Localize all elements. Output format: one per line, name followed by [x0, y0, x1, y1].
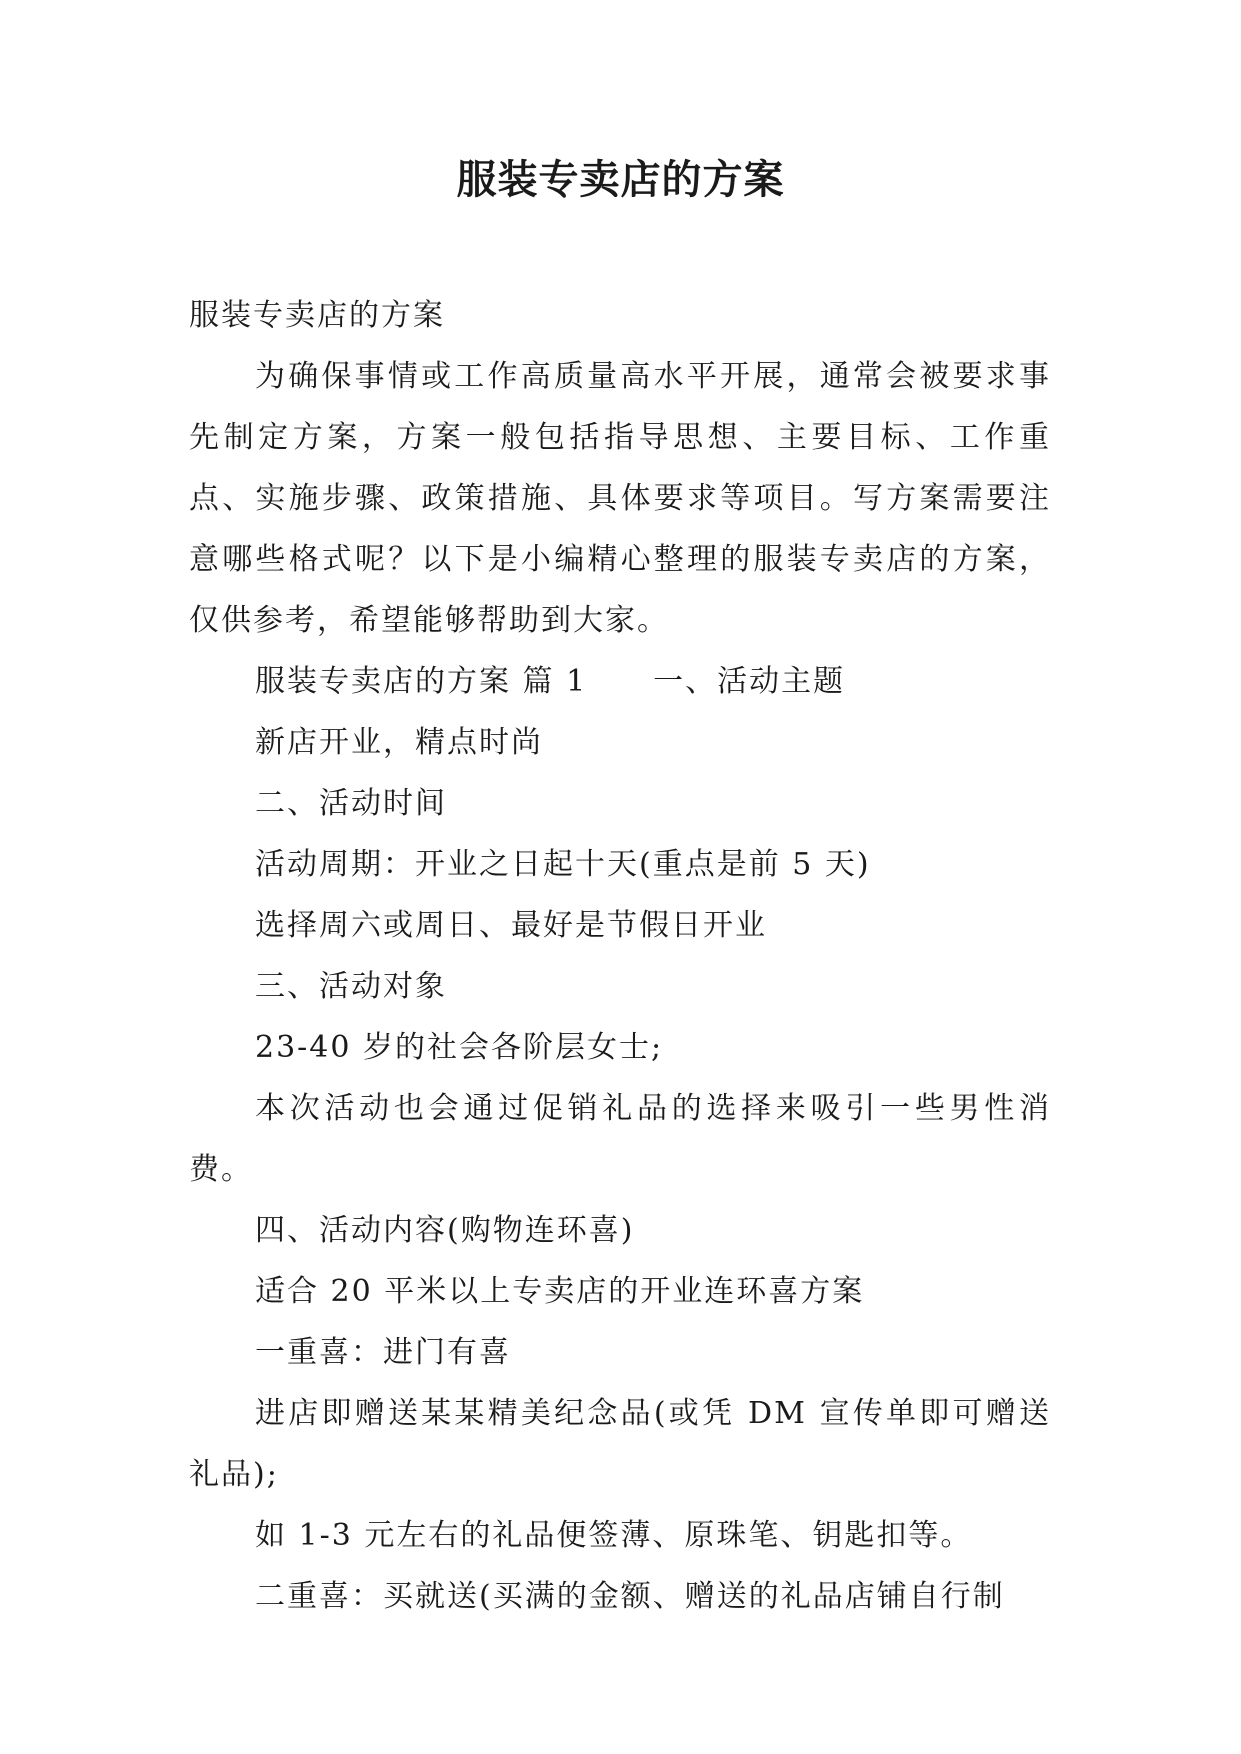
paragraph-intro: 为确保事情或工作高质量高水平开展，通常会被要求事先制定方案，方案一般包括指导思想、主要目标、工作重点、实施步骤、政策措施、具体要求等项目。写方案需要注意哪些格式呢？以下是小编精心整理的服装专卖店的方案，仅供参考，希望能够帮助到大家。 [189, 359, 1051, 638]
section-heading-line [189, 651, 1051, 712]
paragraph-second-gift: 二重喜：买就送(买满的金额、赠送的礼品店铺自行制 [255, 1579, 1005, 1614]
heading-activity-time: 二、活动时间 [255, 786, 447, 821]
document-body [189, 285, 1051, 1627]
paragraph-subtitle: 服装专卖店的方案 [189, 298, 445, 333]
heading-activity-content: 四、活动内容(购物连环喜) [255, 1213, 635, 1248]
paragraph-target-men: 本次活动也会通过促销礼品的选择来吸引一些男性消费。 [189, 1091, 1051, 1187]
heading-activity-target: 三、活动对象 [255, 969, 447, 1004]
paragraph-theme: 新店开业，精点时尚 [255, 725, 543, 760]
paragraph-activity-period: 活动周期：开业之日起十天(重点是前 5 天) [255, 847, 871, 882]
document-title: 服装专卖店的方案 [456, 157, 785, 203]
section-topic-label: 一、活动主题 [653, 664, 846, 699]
paragraph-opening-day: 选择周六或周日、最好是节假日开业 [255, 908, 767, 943]
paragraph-entry-gift: 进店即赠送某某精美纪念品(或凭 DM 宣传单即可赠送礼品); [189, 1396, 1051, 1492]
paragraph-target-age: 23-40 岁的社会各阶层女士; [255, 1030, 664, 1065]
paragraph-store-size: 适合 20 平米以上专卖店的开业连环喜方案 [255, 1274, 865, 1309]
paragraph-gift-examples: 如 1-3 元左右的礼品便签薄、原珠笔、钥匙扣等。 [255, 1518, 973, 1553]
section-part-label: 服装专卖店的方案 篇 1 [255, 664, 588, 699]
heading-first-gift: 一重喜：进门有喜 [255, 1335, 511, 1370]
